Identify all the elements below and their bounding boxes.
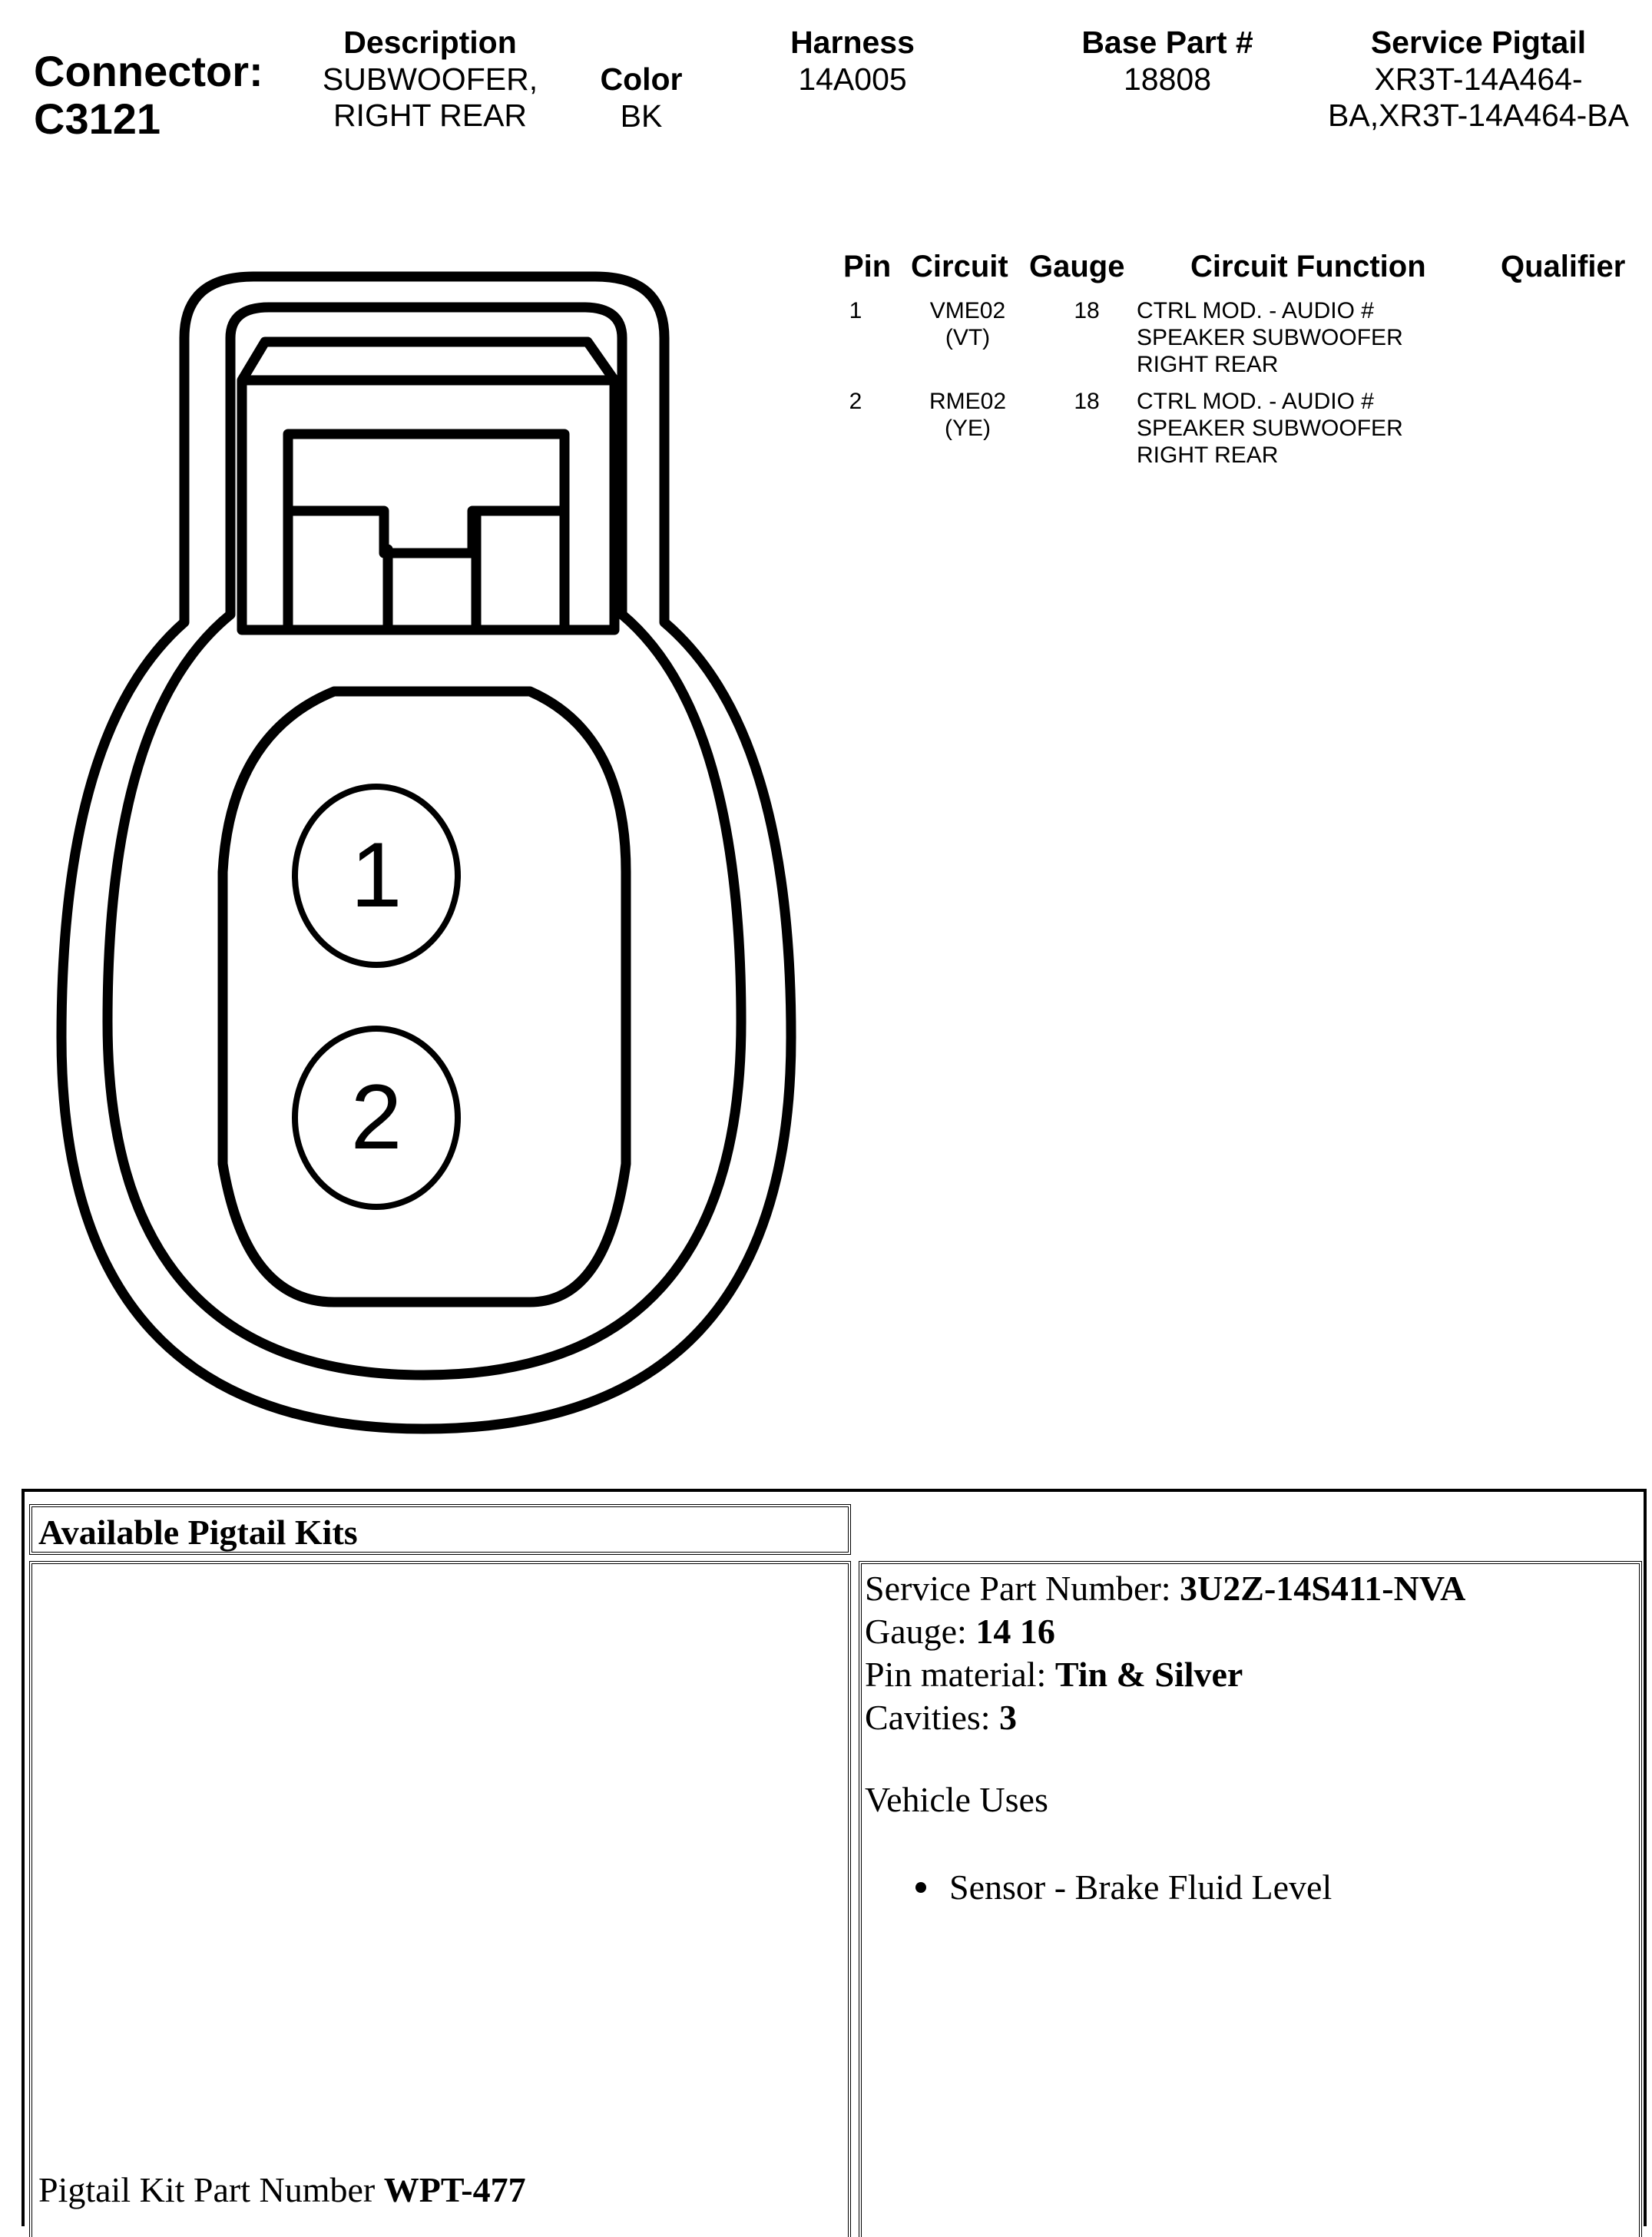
connector-face-diagram	[0, 254, 829, 1452]
bullet-icon	[915, 1882, 926, 1893]
gauge-label: Gauge:	[865, 1612, 967, 1651]
color-column	[572, 60, 710, 134]
pigtail-kits-title: Available Pigtail Kits	[38, 1513, 358, 1552]
base-part-label: Base Part #	[1081, 25, 1253, 60]
circuit-function-header: Circuit Function	[1190, 250, 1426, 283]
base-part-column	[1060, 23, 1275, 98]
service-part-value: 3U2Z-14S411-NVA	[1180, 1569, 1466, 1608]
gauge-cell: 18	[1074, 389, 1100, 414]
service-part-label: Service Part Number:	[865, 1569, 1171, 1608]
qualifier-header: Qualifier	[1501, 250, 1626, 283]
circuit-color: (YE)	[945, 416, 991, 441]
pin-number: 2	[849, 389, 862, 414]
circuit-code: VME02	[929, 298, 1006, 323]
pin-number: 1	[849, 298, 862, 323]
service-pigtail-value: XR3T-14A464-BA,XR3T-14A464-BA	[1328, 61, 1629, 133]
pigtail-kit-details-cell	[859, 1561, 1642, 2237]
circuit-code: RME02	[929, 389, 1007, 414]
kit-part-value: WPT-477	[383, 2170, 526, 2209]
vehicle-uses-list	[915, 1867, 1332, 1907]
connector-id: C3121	[34, 94, 161, 143]
vehicle-use-text: Sensor - Brake Fluid Level	[949, 1867, 1333, 1907]
color-label: Color	[600, 61, 683, 97]
pigtail-kit-part-number	[38, 2169, 526, 2210]
connector-heading	[34, 48, 263, 143]
service-pigtail-label: Service Pigtail	[1370, 25, 1587, 60]
pin-material-value: Tin & Silver	[1054, 1655, 1243, 1694]
list-item	[915, 1867, 1332, 1907]
pigtail-kit-image-cell	[29, 1561, 851, 2237]
function-cell: CTRL MOD. - AUDIO # SPEAKER SUBWOOFER RIGHT REAR	[1137, 298, 1403, 377]
cavities-value: 3	[999, 1698, 1018, 1737]
service-pigtail-column	[1309, 23, 1647, 134]
kit-part-label: Pigtail Kit Part Number	[38, 2170, 376, 2209]
circuit-cell	[910, 297, 1025, 351]
pin-header: Pin	[843, 250, 892, 283]
latch-notch	[288, 511, 564, 630]
description-value: SUBWOOFER, RIGHT REAR	[322, 61, 538, 133]
description-column	[292, 23, 568, 134]
base-part-value: 18808	[1123, 61, 1211, 97]
harness-label: Harness	[790, 25, 915, 60]
cavities-label: Cavities:	[865, 1698, 991, 1737]
harness-column	[760, 23, 945, 98]
function-cell: CTRL MOD. - AUDIO # SPEAKER SUBWOOFER RIGHT REAR	[1137, 389, 1403, 468]
pigtail-kits-title-box	[29, 1504, 851, 1555]
description-label: Description	[343, 25, 517, 60]
pin-cavity-outline	[223, 691, 626, 1302]
vehicle-uses-title: Vehicle Uses	[865, 1780, 1048, 1819]
color-value: BK	[620, 98, 663, 134]
circuit-cell	[910, 388, 1025, 442]
latch-inner	[288, 434, 564, 630]
gauge-header: Gauge	[1029, 250, 1125, 283]
inner-housing-outline	[108, 307, 741, 1375]
pin-material-label: Pin material:	[865, 1655, 1047, 1694]
pin-2-label: 2	[350, 1065, 402, 1168]
circuit-header: Circuit	[911, 250, 1008, 283]
gauge-cell: 18	[1074, 298, 1100, 323]
connector-title: Connector:	[34, 47, 263, 95]
pigtail-kit-info	[865, 1567, 1465, 1739]
gauge-value: 14 16	[975, 1612, 1055, 1651]
harness-value: 14A005	[798, 61, 907, 97]
pin-1-label: 1	[350, 824, 402, 926]
circuit-color: (VT)	[945, 325, 991, 350]
